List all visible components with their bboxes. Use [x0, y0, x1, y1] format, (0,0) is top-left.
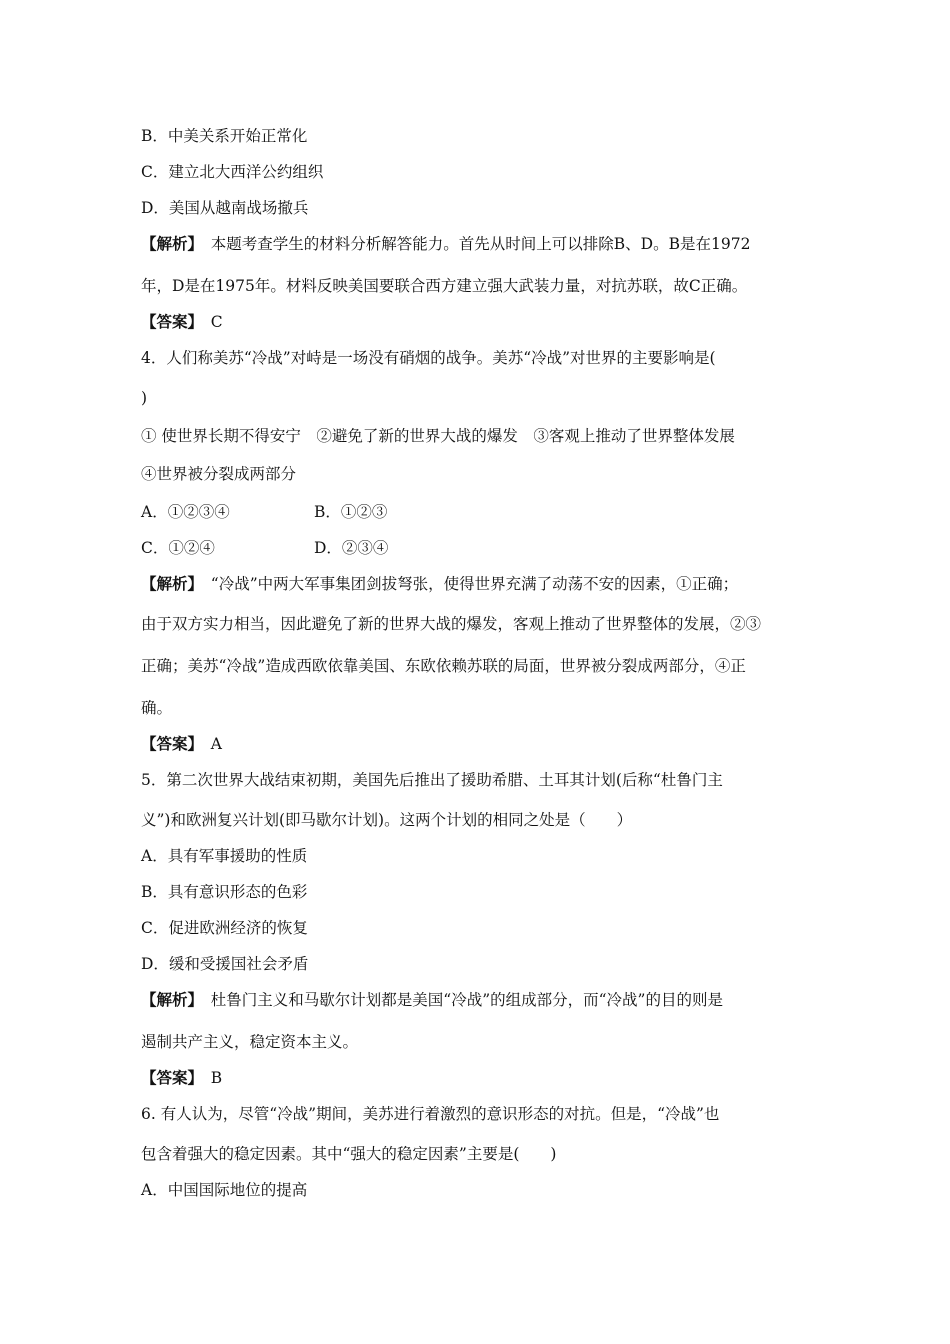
q4-answer	[141, 734, 222, 754]
analysis-label: 【解析】	[141, 990, 196, 1009]
q5-option-a: A．具有军事援助的性质	[141, 847, 308, 865]
q5-option-d: D．缓和受援国社会矛盾	[141, 955, 309, 973]
q4-stem-line-1: 4．人们称美苏“冷战”对峙是一场没有硝烟的战争。美苏“冷战”对世界的主要影响是(	[141, 349, 716, 367]
q4-analysis-line-2: 由于双方实力相当，因此避免了新的世界大战的爆发，客观上推动了世界整体的发展，②③	[141, 615, 762, 633]
answer-value: C	[210, 313, 223, 331]
q3-analysis-line-1: 【解析】 本题考查学生的材料分析解答能力。首先从时间上可以排除B、D。B是在1972	[141, 234, 751, 253]
answer-label: 【答案】	[141, 1068, 196, 1087]
q3-option-c: C．建立北大西洋公约组织	[141, 163, 324, 181]
q5-analysis-line-1: 【解析】 杜鲁门主义和马歇尔计划都是美国“冷战”的组成部分，而“冷战”的目的则是	[141, 990, 723, 1009]
q5-stem-line-1: 5．第二次世界大战结束初期，美国先后推出了援助希腊、土耳其计划(后称“杜鲁门主	[141, 771, 723, 789]
q4-option-c: C．①②④	[141, 539, 215, 557]
q3-answer	[141, 312, 223, 332]
q5-analysis-line-2: 遏制共产主义，稳定资本主义。	[141, 1033, 359, 1051]
q4-option-b: B．①②③	[314, 503, 388, 521]
q4-stem-line-2: )	[141, 389, 148, 407]
q4-option-a: A．①②③④	[141, 503, 230, 521]
q4-analysis-line-1: 【解析】 “冷战”中两大军事集团剑拔弩张，使得世界充满了动荡不安的因素，①正确；	[141, 574, 739, 593]
analysis-label: 【解析】	[141, 234, 196, 253]
q5-answer	[141, 1068, 222, 1088]
answer-label: 【答案】	[141, 734, 196, 753]
q4-option-d: D．②③④	[314, 539, 389, 557]
q3-analysis-line-2: 年，D是在1975年。材料反映美国要联合西方建立强大武装力量，对抗苏联，故C正确。	[141, 277, 748, 295]
q3-option-b: B．中美关系开始正常化	[141, 127, 308, 145]
q5-option-b: B．具有意识形态的色彩	[141, 883, 308, 901]
q5-stem-line-2: 义”)和欧洲复兴计划(即马歇尔计划)。这两个计划的相同之处是（ ）	[141, 811, 633, 829]
q6-stem-line-2: 包含着强大的稳定因素。其中“强大的稳定因素”主要是( )	[141, 1145, 557, 1163]
q4-analysis-line-4: 确。	[141, 699, 173, 717]
q4-analysis-line-3: 正确；美苏“冷战”造成西欧依靠美国、东欧依赖苏联的局面，世界被分裂成两部分，④正	[141, 657, 746, 675]
q6-option-a: A．中国国际地位的提高	[141, 1181, 308, 1199]
answer-value: B	[210, 1069, 223, 1087]
q5-option-c: C．促进欧洲经济的恢复	[141, 919, 308, 937]
q4-items-line-2: ④世界被分裂成两部分	[141, 465, 297, 483]
q6-stem-line-1: 6. 有人认为，尽管“冷战”期间，美苏进行着激烈的意识形态的对抗。但是，“冷战”也	[141, 1105, 720, 1123]
analysis-label: 【解析】	[141, 574, 196, 593]
q4-items-line-1: ① 使世界长期不得安宁 ②避免了新的世界大战的爆发 ③客观上推动了世界整体发展	[141, 427, 735, 445]
answer-label: 【答案】	[141, 312, 196, 331]
answer-value: A	[210, 735, 222, 753]
q3-option-d: D．美国从越南战场撤兵	[141, 199, 309, 217]
